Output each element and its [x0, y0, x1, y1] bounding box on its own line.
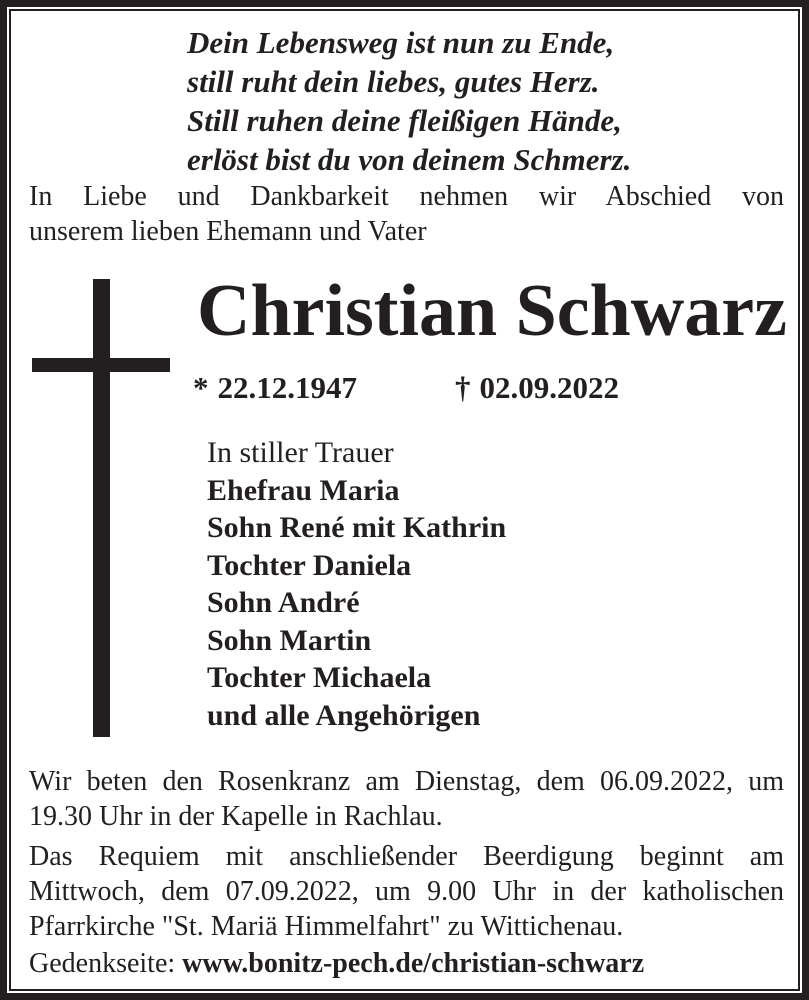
death-date: [455, 372, 619, 403]
family-member: und alle Angehörigen: [207, 698, 481, 732]
family-member: Tochter Daniela: [207, 548, 412, 582]
cross-vertical-bar: [93, 279, 110, 737]
requiem-line: Pfarrkirche "St. Mariä Himmelfahrt" zu Wittichenau.: [29, 911, 624, 942]
rosary-paragraph: [29, 764, 784, 834]
birth-date-value: 22.12.1947: [217, 370, 357, 405]
poem-line: still ruht dein liebes, gutes Herz.: [187, 64, 600, 99]
inner-frame: [9, 9, 800, 991]
family-member: Sohn André: [207, 586, 360, 619]
mourning-heading: In stiller Trauer: [207, 436, 394, 469]
family-member: Ehefrau Maria: [207, 473, 400, 507]
mourning-list: [207, 434, 506, 734]
birth-star-icon: *: [193, 370, 209, 405]
deceased-name: Christian Schwarz: [197, 270, 787, 352]
cross-horizontal-bar: [32, 358, 170, 372]
intro-paragraph: [29, 179, 784, 249]
family-member: Sohn Martin: [207, 623, 372, 657]
requiem-paragraph: [29, 839, 784, 944]
intro-line: unserem lieben Ehemann und Vater: [29, 216, 427, 247]
memorial-line: [29, 946, 644, 981]
rosary-line: 19.30 Uhr in der Kapelle in Rachlau.: [29, 801, 443, 832]
family-member: Tochter Michaela: [207, 661, 432, 694]
memorial-url: www.bonitz-pech.de/christian-schwarz: [182, 948, 645, 979]
requiem-line: Das Requiem mit anschließender Beerdigung beginnt am: [29, 841, 784, 872]
intro-line: In Liebe und Dankbarkeit nehmen wir Abschied von: [29, 181, 784, 212]
memorial-label: Gedenkseite:: [29, 948, 176, 979]
death-dagger-icon: †: [455, 370, 471, 405]
death-date-value: 02.09.2022: [479, 370, 619, 405]
poem-line: Dein Lebensweg ist nun zu Ende,: [187, 25, 615, 60]
poem-line: Still ruhen deine fleißigen Hände,: [187, 103, 622, 138]
requiem-line: Mittwoch, dem 07.09.2022, um 9.00 Uhr in der katholischen: [29, 876, 784, 907]
birth-date: [193, 372, 357, 403]
poem-line: erlöst bist du von deinem Schmerz.: [187, 142, 632, 177]
rosary-line: Wir beten den Rosenkranz am Dienstag, dem 06.09.2022, um: [29, 766, 784, 797]
poem-verse: [187, 23, 631, 179]
family-member: Sohn René mit Kathrin: [207, 511, 507, 544]
